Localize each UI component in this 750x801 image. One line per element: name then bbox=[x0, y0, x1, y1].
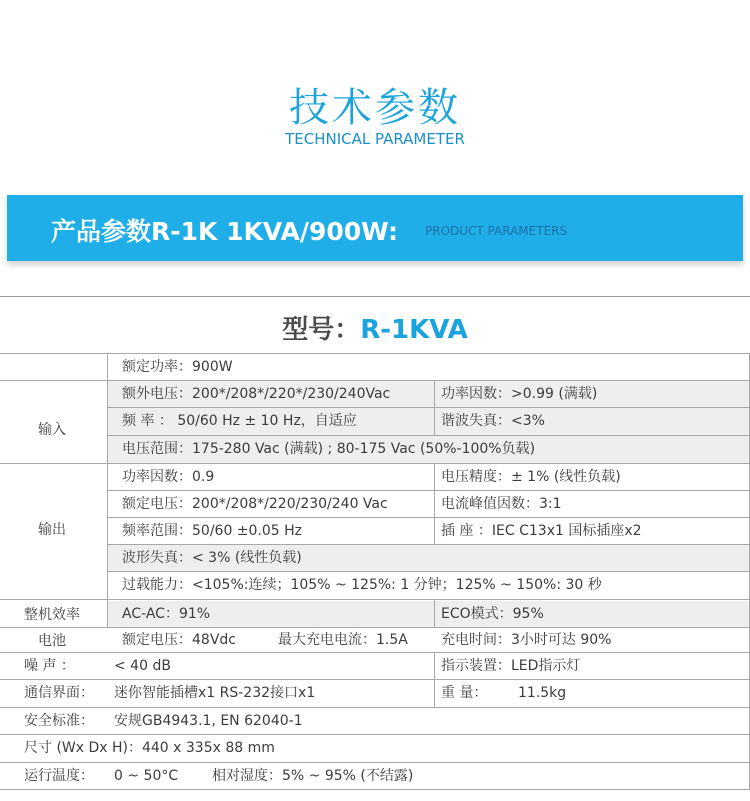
indicator: 指示装置：LED指示灯 bbox=[441, 658, 581, 674]
comm-value: 迷你智能插槽x1 RS-232接口x1 bbox=[114, 685, 316, 701]
page-header bbox=[0, 0, 750, 190]
safety-label: 安全标准： bbox=[24, 713, 94, 729]
weight-label: 重 量： bbox=[441, 685, 488, 701]
output-label: 输出 bbox=[38, 522, 66, 538]
humidity: 相对湿度：5% ~ 95% (不结露) bbox=[212, 768, 414, 784]
noise-value: < 40 dB bbox=[114, 658, 171, 674]
table-vline bbox=[107, 353, 108, 627]
battery-charge-current: 最大充电电流：1.5A bbox=[278, 632, 408, 648]
rated-power: 额定功率：900W bbox=[122, 359, 233, 375]
input-frequency: 频 率 ： 50/60 Hz ± 10 Hz，自适应 bbox=[122, 413, 357, 429]
output-crest-factor: 电流峰值因数：3:1 bbox=[441, 496, 562, 512]
page-subtitle: TECHNICAL PARAMETER bbox=[285, 130, 465, 148]
page-title: 技术参数 bbox=[289, 85, 461, 131]
temp-value: 0 ~ 50°C bbox=[114, 768, 179, 784]
efficiency-acac: AC-AC：91% bbox=[122, 606, 211, 622]
banner-title: 产品参数R-1K 1KVA/900W: bbox=[51, 217, 398, 246]
table-vline bbox=[434, 463, 435, 545]
output-frequency: 频率范围：50/60 ±0.05 Hz bbox=[122, 523, 303, 539]
battery-label: 电池 bbox=[38, 633, 66, 649]
table-line bbox=[0, 463, 750, 464]
battery-voltage: 额定电压：48Vdc bbox=[122, 632, 236, 648]
output-socket: 插 座 ：IEC C13x1 国标插座x2 bbox=[441, 523, 642, 539]
banner-subtitle: PRODUCT PARAMETERS bbox=[425, 224, 568, 238]
table-line bbox=[0, 789, 750, 790]
table-vline bbox=[434, 652, 435, 707]
table-line bbox=[0, 707, 750, 708]
model-label: 型号： bbox=[282, 315, 361, 345]
product-banner bbox=[7, 195, 743, 261]
output-power-factor: 功率因数：0.9 bbox=[122, 469, 215, 485]
weight-value: 11.5kg bbox=[518, 685, 567, 701]
safety-value: 安规GB4943.1, EN 62040-1 bbox=[114, 713, 303, 729]
efficiency-label: 整机效率 bbox=[24, 607, 80, 623]
output-overload: 过载能力：<105%:连续；105% ~ 125%: 1 分钟；125% ~ 150%: 30 秒 bbox=[122, 577, 602, 593]
output-thd: 波形失真：< 3% (线性负载) bbox=[122, 550, 302, 566]
output-voltage: 额定电压：200*/208*/220/230/240 Vac bbox=[122, 496, 388, 512]
table-vline bbox=[434, 599, 435, 627]
table-vline bbox=[434, 381, 435, 435]
dimensions: 尺寸 (Wx Dx H)：440 x 335x 88 mm bbox=[24, 740, 275, 756]
input-voltage: 额外电压：200*/208*/220*/230/240Vac bbox=[122, 386, 391, 402]
temp-label: 运行温度： bbox=[24, 768, 94, 784]
output-precision: 电压精度：± 1% (线性负载) bbox=[441, 469, 621, 485]
model-value: R-1KVA bbox=[360, 315, 468, 345]
model-heading-row bbox=[0, 296, 750, 353]
input-voltage-range: 电压范围：175-280 Vac (满载) ; 80-175 Vac (50%-100%负载) bbox=[122, 441, 536, 457]
battery-charge-time: 充电时间：3小时可达 90% bbox=[441, 632, 612, 648]
efficiency-eco: ECO模式：95% bbox=[441, 606, 544, 622]
input-label: 输入 bbox=[38, 422, 66, 438]
input-power-factor: 功率因数：>0.99 (满载) bbox=[441, 386, 598, 402]
table-line bbox=[0, 353, 750, 354]
model-heading bbox=[0, 309, 750, 346]
table-line bbox=[0, 599, 750, 600]
noise-label: 噪 声 ： bbox=[24, 658, 75, 674]
table-line bbox=[0, 679, 750, 680]
comm-label: 通信界面： bbox=[24, 685, 94, 701]
input-thd: 谐波失真：<3% bbox=[441, 413, 545, 429]
